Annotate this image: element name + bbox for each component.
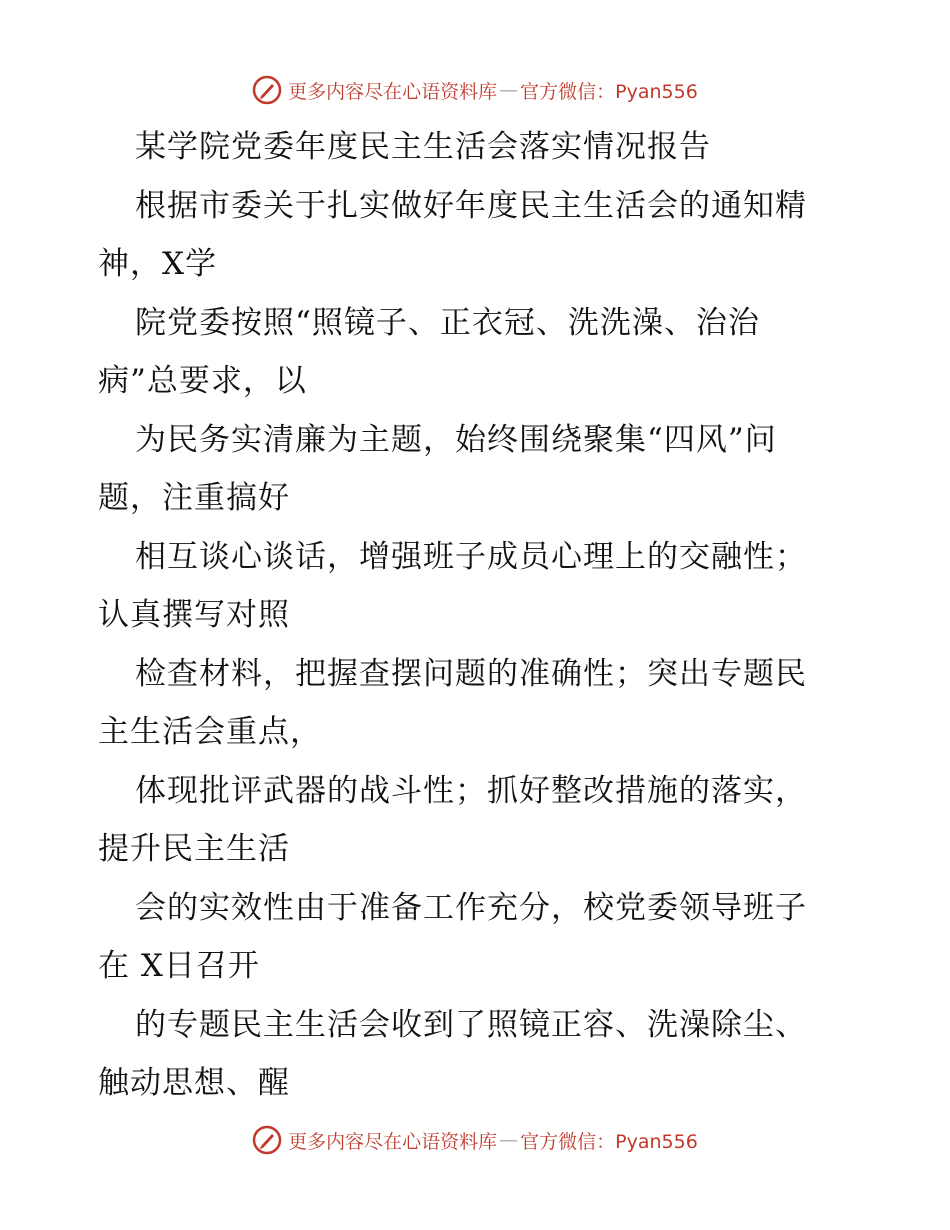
body-line: 题，注重搞好 — [98, 480, 290, 516]
watermark-title: 更多内容尽在心语资料库 — [288, 1130, 498, 1153]
body-line: 神，X学 — [98, 246, 218, 282]
document-body — [98, 118, 868, 1113]
body-line: 体现批评武器的战斗性；抓好整改措施的落实， — [135, 772, 807, 809]
body-line: 病”总要求，以 — [98, 363, 307, 399]
pen-logo-icon — [252, 75, 282, 105]
watermark-contact: 官方微信：Pyan556 — [520, 80, 698, 103]
watermark-contact: 官方微信：Pyan556 — [520, 1130, 698, 1153]
body-line: 相互谈心谈话，增强班子成员心理上的交融性； — [135, 538, 807, 575]
watermark-dash: — — [499, 79, 519, 101]
footer-watermark — [0, 1120, 950, 1160]
pen-logo-icon — [252, 1125, 282, 1155]
body-line: 触动思想、醒 — [98, 1065, 290, 1101]
body-line: 主生活会重点， — [98, 714, 322, 750]
body-line: 根据市委关于扎实做好年度民主生活会的通知精 — [135, 187, 807, 224]
document-title: 某学院党委年度民主生活会落实情况报告 — [135, 129, 711, 165]
body-line: 院党委按照“照镜子、正衣冠、洗洗澡、治治 — [135, 304, 760, 341]
body-line: 在 X日召开 — [98, 948, 260, 984]
body-line: 提升民主生活 — [98, 831, 290, 867]
body-line: 会的实效性由于准备工作充分，校党委领导班子 — [135, 889, 807, 926]
body-line: 为民务实清廉为主题，始终围绕聚集“四风”问 — [135, 421, 777, 458]
body-line: 认真撰写对照 — [98, 597, 290, 633]
header-watermark — [0, 70, 950, 110]
body-line: 的专题民主生活会收到了照镜正容、洗澡除尘、 — [135, 1006, 807, 1043]
watermark-title: 更多内容尽在心语资料库 — [288, 80, 498, 103]
body-line: 检查材料，把握查摆问题的准确性；突出专题民 — [135, 655, 807, 692]
watermark-dash: — — [499, 1129, 519, 1151]
